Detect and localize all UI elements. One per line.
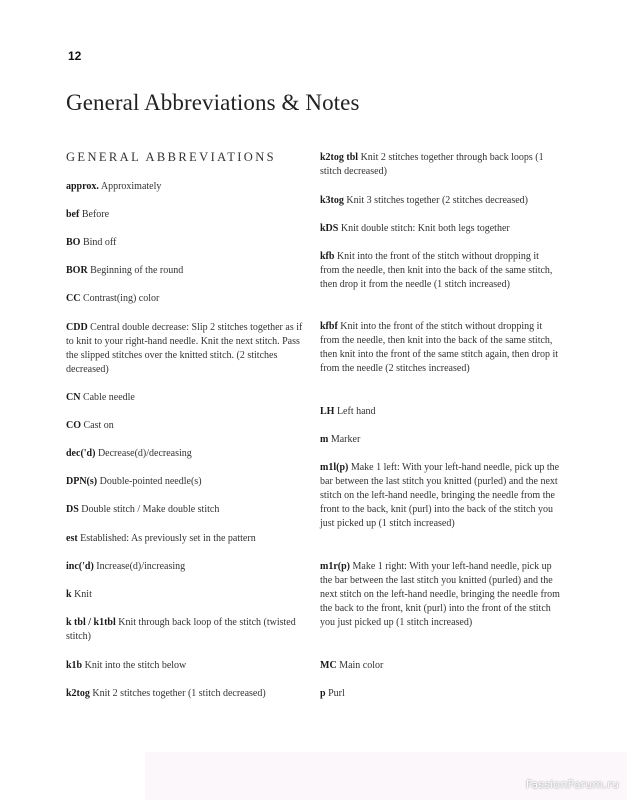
abbreviation-definition: Double-pointed needle(s)	[99, 476, 202, 487]
abbreviation-entry	[66, 236, 306, 250]
abbreviation-entry	[66, 532, 306, 546]
abbreviation-entry	[66, 475, 306, 489]
abbreviation-entry	[320, 250, 560, 292]
abbreviation-term: DS	[66, 504, 79, 515]
abbreviation-entry	[66, 687, 306, 701]
abbreviation-entry	[320, 560, 560, 630]
abbreviation-definition: Knit through back loop of the stitch (twisted stitch)	[66, 617, 296, 642]
abbreviation-term: BOR	[66, 265, 88, 276]
abbreviation-definition: Knit into the stitch below	[84, 660, 187, 671]
abbreviation-term: kfb	[320, 251, 335, 262]
abbreviation-entry	[320, 687, 560, 701]
abbreviation-definition: Decrease(d)/decreasing	[97, 448, 192, 459]
abbreviation-entry	[66, 292, 306, 306]
abbreviation-term: k1b	[66, 660, 83, 671]
abbreviation-definition: Established: As previously set in the pattern	[80, 533, 256, 544]
abbreviation-term: CC	[66, 293, 81, 304]
abbreviation-definition: Knit into the front of the stitch without dropping it from the needle, then knit into the back of the same stitch, then drop it from the needle (1 stitch increased)	[320, 251, 553, 290]
abbreviation-entry	[66, 503, 306, 517]
abbreviation-entry	[320, 222, 560, 236]
abbreviation-term: m1l(p)	[320, 462, 349, 473]
abbreviation-term: inc('d)	[66, 561, 94, 572]
abbreviation-entry	[320, 320, 560, 376]
abbreviation-definition: Purl	[328, 688, 345, 699]
footer-band	[145, 752, 627, 800]
section-heading: GENERAL ABBREVIATIONS	[66, 150, 277, 164]
abbreviation-definition: Double stitch / Make double stitch	[81, 504, 220, 515]
abbreviation-term: dec('d)	[66, 448, 96, 459]
abbreviation-entry	[320, 151, 560, 179]
abbreviation-term: LH	[320, 406, 335, 417]
page-title: General Abbreviations & Notes	[66, 90, 360, 115]
abbreviation-term: k2tog tbl	[320, 152, 359, 163]
abbreviation-definition: Knit 2 stitches together (1 stitch decreased)	[92, 688, 266, 699]
abbreviation-term: kDS	[320, 223, 339, 234]
abbreviation-definition: Beginning of the round	[90, 265, 184, 276]
abbreviation-term: k tbl / k1tbl	[66, 617, 116, 628]
abbreviation-term: CO	[66, 420, 81, 431]
abbreviation-definition: Contrast(ing) color	[82, 293, 160, 304]
abbreviation-entry	[66, 180, 306, 194]
abbreviation-entry	[320, 461, 560, 531]
abbreviation-entry	[66, 447, 306, 461]
page-number: 12	[68, 49, 82, 63]
abbreviation-definition: Knit 3 stitches together (2 stitches decreased)	[346, 195, 529, 206]
abbreviation-entry	[320, 194, 560, 208]
abbreviation-term: kfbf	[320, 321, 338, 332]
abbreviation-term: approx.	[66, 181, 99, 192]
abbreviation-definition: Left hand	[336, 406, 376, 417]
abbreviation-term: CDD	[66, 322, 88, 333]
abbreviation-definition: Knit into the front of the stitch without dropping it from the needle, then knit into the back of the same stitch, then knit into the front of the same stitch again, then drop it from the needle (2 stitches increased)	[320, 321, 559, 374]
abbreviation-entry	[66, 208, 306, 222]
abbreviation-entry	[66, 616, 306, 644]
abbreviation-definition: Cable needle	[82, 392, 135, 403]
watermark: FassionForum.ru	[525, 778, 619, 791]
abbreviation-entry	[66, 391, 306, 405]
abbreviation-entry	[320, 433, 560, 447]
abbreviation-definition: Make 1 right: With your left-hand needle, pick up the bar between the last stitch you knitted (purled) and the next stitch on the left-hand needle, bringing the needle from the back to the front, knit (purl) into the front of the stitch you just picked up (1 stitch increased)	[320, 561, 560, 628]
abbreviation-definition: Before	[81, 209, 110, 220]
abbreviation-term: k3tog	[320, 195, 344, 206]
abbreviation-term: p	[320, 688, 326, 699]
abbreviation-definition: Cast on	[83, 420, 114, 431]
abbreviation-term: m	[320, 434, 329, 445]
abbreviation-definition: Knit 2 stitches together through back loops (1 stitch decreased)	[320, 152, 544, 177]
abbreviation-term: CN	[66, 392, 81, 403]
abbreviation-term: k	[66, 589, 72, 600]
abbreviation-entry	[66, 419, 306, 433]
abbreviation-definition: Marker	[330, 434, 361, 445]
abbreviation-term: k2tog	[66, 688, 90, 699]
abbreviation-definition: Knit	[74, 589, 92, 600]
abbreviation-entry	[66, 588, 306, 602]
abbreviation-definition: Bind off	[82, 237, 117, 248]
abbreviation-entry	[320, 405, 560, 419]
abbreviation-entry	[66, 264, 306, 278]
abbreviation-entry	[66, 321, 306, 377]
abbreviation-definition: Main color	[339, 660, 384, 671]
abbreviation-definition: Knit double stitch: Knit both legs together	[340, 223, 510, 234]
abbreviation-definition: Increase(d)/increasing	[96, 561, 186, 572]
abbreviation-definition: Approximately	[100, 181, 162, 192]
abbreviation-entry	[66, 659, 306, 673]
abbreviation-term: DPN(s)	[66, 476, 98, 487]
abbreviation-definition: Central double decrease: Slip 2 stitches together as if to knit to your right-hand needle. Knit the next stitch. Pass the slipped stitches over the knitted stitch. (2 stitches decreased)	[66, 322, 303, 375]
abbreviation-term: MC	[320, 660, 337, 671]
abbreviation-entry	[66, 560, 306, 574]
abbreviation-term: m1r(p)	[320, 561, 350, 572]
abbreviation-entry	[320, 659, 560, 673]
abbreviation-term: est	[66, 533, 78, 544]
abbreviation-term: BO	[66, 237, 81, 248]
abbreviation-term: bef	[66, 209, 80, 220]
abbreviation-definition: Make 1 left: With your left-hand needle, pick up the bar between the last stitch you knitted (purled) and the next stitch on the left-hand needle, bringing the needle from the front to the back, knit (purl) into the back of the stitch you just picked up (1 stitch increased)	[320, 462, 560, 529]
